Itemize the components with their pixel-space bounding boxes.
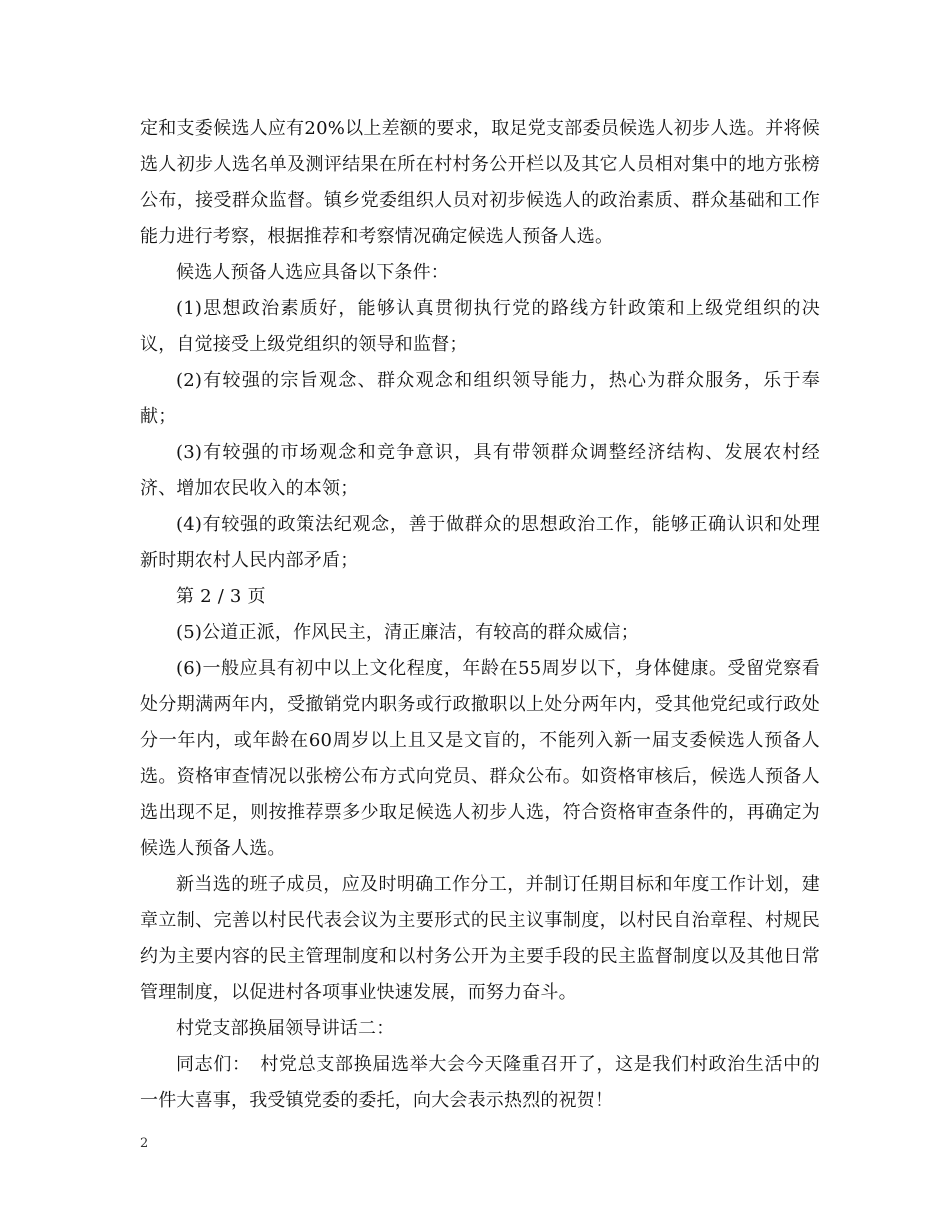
paragraph-8: (6)一般应具有初中以上文化程度，年龄在55周岁以下，身体健康。受留党察看处分期满两年内，受撤销党内职务或行政撤职以上处分两年内，受其他党纪或行政处分一年内，或年龄在60周岁以上且又是文盲的，不能列入新一届支委候选人预备人选。资格审查情况以张榜公布方式向党员、群众公布。如资格审核后，候选人预备人选出现不足，则按推荐票多少取足候选人初步人选，符合资格审查条件的，再确定为候选人预备人选。 [140,658,820,859]
page-marker: 第 2 / 3 页 [176,586,266,607]
paragraph-10: 村党支部换届领导讲话二： [176,1018,395,1039]
paragraph-1: 定和支委候选人应有20%以上差额的要求，取足党支部委员候选人初步人选。并将候选人初步人选名单及测评结果在所在村村务公开栏以及其它人员相对集中的地方张榜公布，接受群众监督。镇乡党委组织人员对初步候选人的政治素质、群众基础和工作能力进行考察，根据推荐和考察情况确定候选人预备人选。 [140,118,820,247]
paragraph-6: (4)有较强的政策法纪观念，善于做群众的思想政治工作，能够正确认识和处理新时期农村人民内部矛盾； [140,514,820,571]
document-body [140,111,820,1119]
paragraph-7: (5)公道正派，作风民主，清正廉洁，有较高的群众威信； [176,622,639,643]
paragraph-4: (2)有较强的宗旨观念、群众观念和组织领导能力，热心为群众服务，乐于奉献； [140,370,820,427]
paragraph-5: (3)有较强的市场观念和竞争意识，具有带领群众调整经济结构、发展农村经济、增加农民收入的本领； [140,442,820,499]
paragraph-3: (1)思想政治素质好，能够认真贯彻执行党的路线方针政策和上级党组织的决议，自觉接受上级党组织的领导和监督； [140,298,820,355]
paragraph-2: 候选人预备人选应具备以下条件： [176,262,449,283]
page-number: 2 [140,1136,149,1151]
paragraph-9: 新当选的班子成员，应及时明确工作分工，并制订任期目标和年度工作计划，建章立制、完善以村民代表会议为主要形式的民主议事制度，以村民自治章程、村规民约为主要内容的民主管理制度和以村务公开为主要手段的民主监督制度以及其他日常管理制度，以促进村各项事业快速发展，而努力奋斗。 [140,874,820,1003]
paragraph-11: 同志们： 村党总支部换届选举大会今天隆重召开了，这是我们村政治生活中的一件大喜事，我受镇党委的委托，向大会表示热烈的祝贺！ [140,1054,820,1111]
